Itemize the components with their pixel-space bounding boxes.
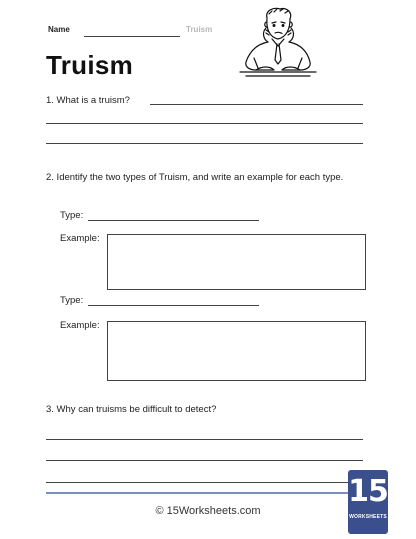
footer-divider bbox=[46, 492, 372, 494]
footer-copyright: © 15Worksheets.com bbox=[155, 505, 261, 517]
type-field-line[interactable] bbox=[88, 305, 259, 306]
worried-man-at-desk-icon bbox=[236, 6, 320, 78]
question-2: 2. Identify the two types of Truism, and write an example for each type. bbox=[46, 172, 344, 183]
answer-line[interactable] bbox=[46, 123, 363, 124]
answer-line[interactable] bbox=[46, 439, 363, 440]
example-label: Example: bbox=[60, 320, 100, 331]
example-box[interactable] bbox=[107, 234, 366, 290]
example-label: Example: bbox=[60, 233, 100, 244]
example-box[interactable] bbox=[107, 321, 366, 381]
logo-text: WORKSHEETS bbox=[349, 514, 387, 520]
type-label: Type: bbox=[60, 295, 84, 306]
type-label: Type: bbox=[60, 210, 84, 221]
question-1: 1. What is a truism? bbox=[46, 95, 130, 106]
name-label: Name bbox=[48, 25, 70, 34]
15worksheets-logo bbox=[348, 470, 388, 534]
page-title: Truism bbox=[46, 50, 134, 80]
question-3: 3. Why can truisms be difficult to detect? bbox=[46, 404, 217, 415]
logo-number: 15 bbox=[348, 474, 388, 509]
answer-line[interactable] bbox=[46, 460, 363, 461]
name-field-line[interactable] bbox=[84, 36, 180, 37]
topic-label: Truism bbox=[186, 25, 213, 34]
answer-line[interactable] bbox=[150, 104, 363, 105]
type-field-line[interactable] bbox=[88, 220, 259, 221]
answer-line[interactable] bbox=[46, 482, 363, 483]
answer-line[interactable] bbox=[46, 143, 363, 144]
